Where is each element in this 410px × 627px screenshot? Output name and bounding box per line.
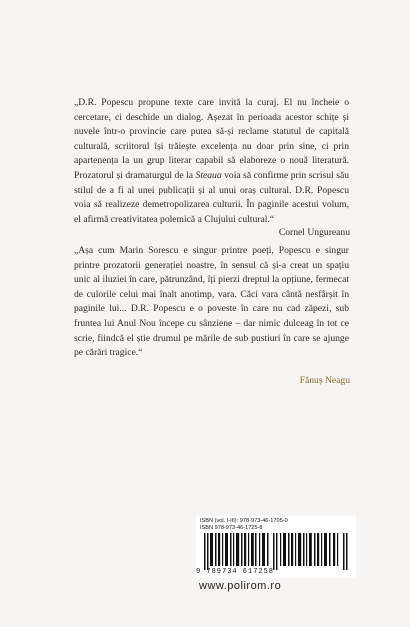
author-fanus-neagu: Fănuș Neagu bbox=[299, 375, 350, 386]
quote-fanus-neagu: „Așa cum Marin Sorescu e singur printre poeți, Popescu e singur printre prozatorii generației noastre, în sensul că și-a creat un spațiu unic al iluziei în care, pătrunzând, îți pierzi dreptul la opțiune, fermecat de culorile celui mai înalt anotimp, vara. Căci vara cântă nesfârșit în paginile lui... D.R. Popescu e o poveste în care nu cad zăpezi, sub fruntea lui Anul Nou începe cu sânziene – dar nimic dulceag în tot ce scrie, fiindcă el știe drumul pe mările de sub pustiuri în care se ajunge pe cărări tragice.“ bbox=[74, 245, 349, 359]
quote-text-part: „D.R. Popescu propune texte care invită la curaj. El nu încheie o cercetare, ci deschide un dialog. Așezat în perioada acestor schițe și nuvele într-o provincie care putea să-și reclame statutul de capitală culturală, scriitorul își trăiește excelența nu doar prin sine, ci prin apartenența la un grup literar capabil să elaboreze o nouă literatură. Prozatorul și dramaturgul de la bbox=[74, 97, 349, 181]
quote-text-part: voia să confirme prin scrisul său stilul de a fi al unei publicații și al unui oraș cultural. D.R. Popescu voia să realizeze demetropolizarea culturii. În paginile acestui volum, el afirmă creativitatea polemică a Clujului cultural.“ bbox=[74, 169, 350, 225]
isbn-volume-line: ISBN 978-973-46-1725-8 bbox=[200, 525, 263, 531]
barcode-icon bbox=[204, 533, 350, 570]
author-cornel-ungureanu: Cornel Ungureanu bbox=[278, 227, 350, 238]
quote-italic-title: Steaua bbox=[195, 169, 222, 181]
barcode-digits: 9 789734 617258 bbox=[196, 568, 275, 576]
quote-cornel-ungureanu bbox=[74, 96, 349, 227]
isbn-barcode-block bbox=[196, 516, 356, 578]
isbn-set-line: ISBN (vol. I-III): 978-973-46-1705-0 bbox=[200, 518, 288, 524]
publisher-website[interactable]: www.polirom.ro bbox=[199, 580, 282, 592]
